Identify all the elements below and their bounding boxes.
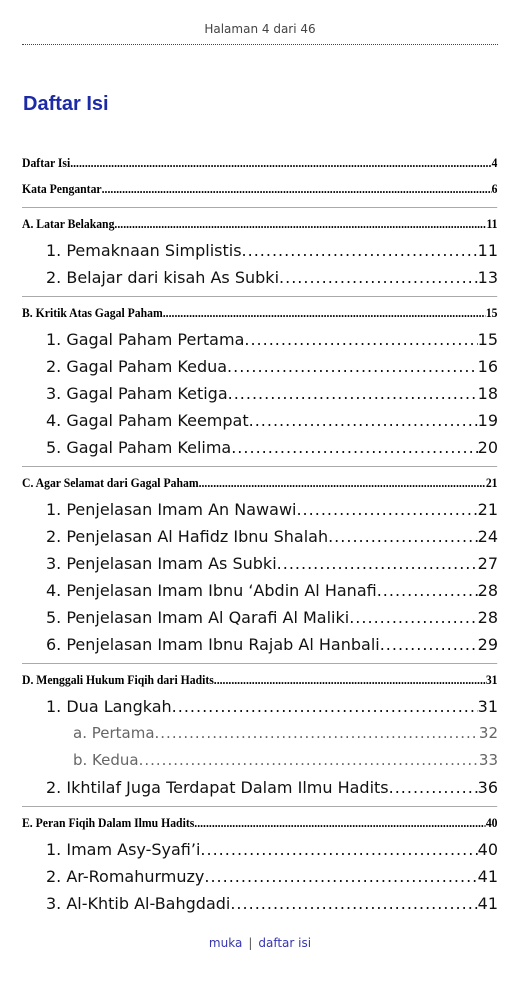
toc-entry-page: 4 — [491, 155, 498, 170]
toc-entry[interactable] — [22, 693, 498, 720]
page-footer — [0, 936, 520, 950]
toc-entry-title: b. Kedua — [73, 751, 139, 769]
toc-entry[interactable] — [22, 774, 498, 801]
toc-entry-title: 1. Dua Langkah — [46, 697, 172, 716]
toc-entry-page: 40 — [485, 815, 498, 830]
toc-entry-page: 19 — [477, 411, 498, 430]
toc-leader-dots — [228, 380, 478, 407]
toc-entry[interactable] — [22, 296, 498, 326]
toc-entry-page: 27 — [477, 554, 498, 573]
toc-entry-page: 33 — [478, 751, 498, 769]
toc-entry-title: 6. Penjelasan Imam Ibnu Rajab Al Hanbali — [46, 635, 380, 654]
toc-entry-title: E. Peran Fiqih Dalam Ilmu Hadits — [22, 815, 195, 830]
toc-entry[interactable] — [22, 604, 498, 631]
toc-entry-page: 13 — [477, 268, 498, 287]
toc-entry[interactable] — [22, 577, 498, 604]
toc-leader-dots — [214, 667, 486, 693]
toc-leader-dots — [172, 693, 478, 720]
toc-entry-page: 41 — [477, 867, 498, 886]
toc-entry-page: 40 — [477, 840, 498, 859]
toc-leader-dots — [204, 863, 477, 890]
toc-leader-dots — [139, 747, 479, 774]
toc-entry-title: 2. Ar-Romahurmuzy — [46, 867, 205, 886]
toc-entry[interactable] — [22, 237, 498, 264]
toc-entry-page: 11 — [486, 216, 498, 231]
toc-leader-dots — [244, 326, 477, 353]
toc-entry[interactable] — [22, 207, 498, 237]
toc-entry-page: 32 — [478, 724, 498, 742]
toc-entry-title: 2. Penjelasan Al Hafidz Ibnu Shalah — [46, 527, 329, 546]
toc-leader-dots — [279, 264, 478, 291]
toc-leader-dots — [328, 523, 478, 550]
toc-leader-dots — [249, 407, 478, 434]
toc-entry[interactable] — [22, 747, 498, 774]
toc-leader-dots — [277, 550, 478, 577]
toc-entry-title: 2. Belajar dari kisah As Subki — [46, 268, 280, 287]
toc-entry-page: 41 — [477, 894, 498, 913]
toc-leader-dots — [163, 300, 486, 326]
toc-leader-dots — [377, 577, 478, 604]
toc-entry-title: B. Kritik Atas Gagal Paham — [22, 305, 163, 320]
toc-entry-page: 20 — [477, 438, 498, 457]
toc-entry-page: 15 — [485, 305, 498, 320]
toc-entry-title: a. Pertama — [73, 724, 155, 742]
toc-leader-dots — [70, 150, 491, 176]
toc-entry-title: 3. Gagal Paham Ketiga — [46, 384, 228, 403]
toc-entry[interactable] — [22, 863, 498, 890]
toc-entry-title: C. Agar Selamat dari Gagal Paham — [22, 475, 199, 490]
toc-leader-dots — [296, 496, 477, 523]
toc-entry-title: 3. Al-Khtib Al-Bahgdadi — [46, 894, 231, 913]
toc-leader-dots — [230, 890, 477, 917]
toc-entry[interactable] — [22, 550, 498, 577]
toc-entry-page: 31 — [485, 672, 498, 687]
toc-entry[interactable] — [22, 631, 498, 658]
page-number-label: Halaman 4 dari 46 — [204, 22, 316, 36]
toc-entry-title: 1. Pemaknaan Simplistis — [46, 241, 242, 260]
toc-entry-title: 4. Penjelasan Imam Ibnu ‘Abdin Al Hanafi — [46, 581, 377, 600]
toc-entry-title: 1. Penjelasan Imam An Nawawi — [46, 500, 297, 519]
toc-entry-page: 21 — [485, 475, 498, 490]
toc-leader-dots — [200, 836, 477, 863]
page-title: Daftar Isi — [23, 93, 109, 115]
toc-entry-title: Daftar Isi — [22, 155, 71, 170]
toc-leader-dots — [242, 237, 478, 264]
toc-entry[interactable] — [22, 720, 498, 747]
toc-entry[interactable] — [22, 326, 498, 353]
toc-leader-dots — [114, 211, 486, 237]
toc-entry[interactable] — [22, 806, 498, 836]
toc-leader-dots — [231, 434, 477, 461]
page-header — [22, 22, 498, 45]
toc-leader-dots — [102, 176, 492, 202]
toc-leader-dots — [227, 353, 478, 380]
toc-leader-dots — [349, 604, 477, 631]
toc-entry[interactable] — [22, 663, 498, 693]
toc-leader-dots — [199, 470, 486, 496]
toc-entry[interactable] — [22, 523, 498, 550]
table-of-contents — [22, 150, 498, 917]
toc-entry[interactable] — [22, 890, 498, 917]
toc-entry-title: 3. Penjelasan Imam As Subki — [46, 554, 277, 573]
toc-entry[interactable] — [22, 466, 498, 496]
toc-entry-title: 5. Penjelasan Imam Al Qarafi Al Maliki — [46, 608, 350, 627]
toc-leader-dots — [389, 774, 478, 801]
toc-leader-dots — [194, 810, 486, 836]
toc-entry-title: 1. Gagal Paham Pertama — [46, 330, 245, 349]
toc-entry-title: A. Latar Belakang — [22, 216, 115, 231]
toc-entry-page: 28 — [477, 581, 498, 600]
toc-entry-title: 2. Gagal Paham Kedua — [46, 357, 228, 376]
toc-entry-page: 31 — [477, 697, 498, 716]
toc-entry[interactable] — [22, 380, 498, 407]
footer-separator: | — [248, 936, 253, 950]
toc-entry[interactable] — [22, 176, 498, 202]
toc-entry-title: 5. Gagal Paham Kelima — [46, 438, 232, 457]
toc-entry-page: 21 — [477, 500, 498, 519]
toc-entry[interactable] — [22, 434, 498, 461]
toc-entry[interactable] — [22, 353, 498, 380]
toc-entry-title: D. Menggali Hukum Fiqih dari Hadits — [22, 672, 214, 687]
toc-entry-page: 29 — [477, 635, 498, 654]
toc-entry[interactable] — [22, 836, 498, 863]
toc-entry-page: 6 — [491, 181, 498, 196]
toc-entry[interactable] — [22, 264, 498, 291]
toc-entry-title: 4. Gagal Paham Keempat — [46, 411, 249, 430]
toc-entry-page: 16 — [477, 357, 498, 376]
toc-leader-dots — [155, 720, 479, 747]
toc-entry-page: 18 — [477, 384, 498, 403]
toc-entry-page: 24 — [477, 527, 498, 546]
toc-entry-page: 36 — [477, 778, 498, 797]
toc-leader-dots — [380, 631, 478, 658]
toc-entry-page: 15 — [477, 330, 498, 349]
toc-entry-title: 1. Imam Asy-Syafi’i — [46, 840, 201, 859]
toc-link[interactable]: daftar isi — [258, 936, 312, 950]
toc-entry[interactable] — [22, 407, 498, 434]
toc-entry-title: Kata Pengantar — [22, 181, 102, 196]
toc-entry-page: 28 — [477, 608, 498, 627]
home-link[interactable]: muka — [208, 936, 243, 950]
toc-entry[interactable] — [22, 496, 498, 523]
toc-entry-title: 2. Ikhtilaf Juga Terdapat Dalam Ilmu Hadits — [46, 778, 389, 797]
toc-entry[interactable] — [22, 150, 498, 176]
toc-entry-page: 11 — [477, 241, 498, 260]
